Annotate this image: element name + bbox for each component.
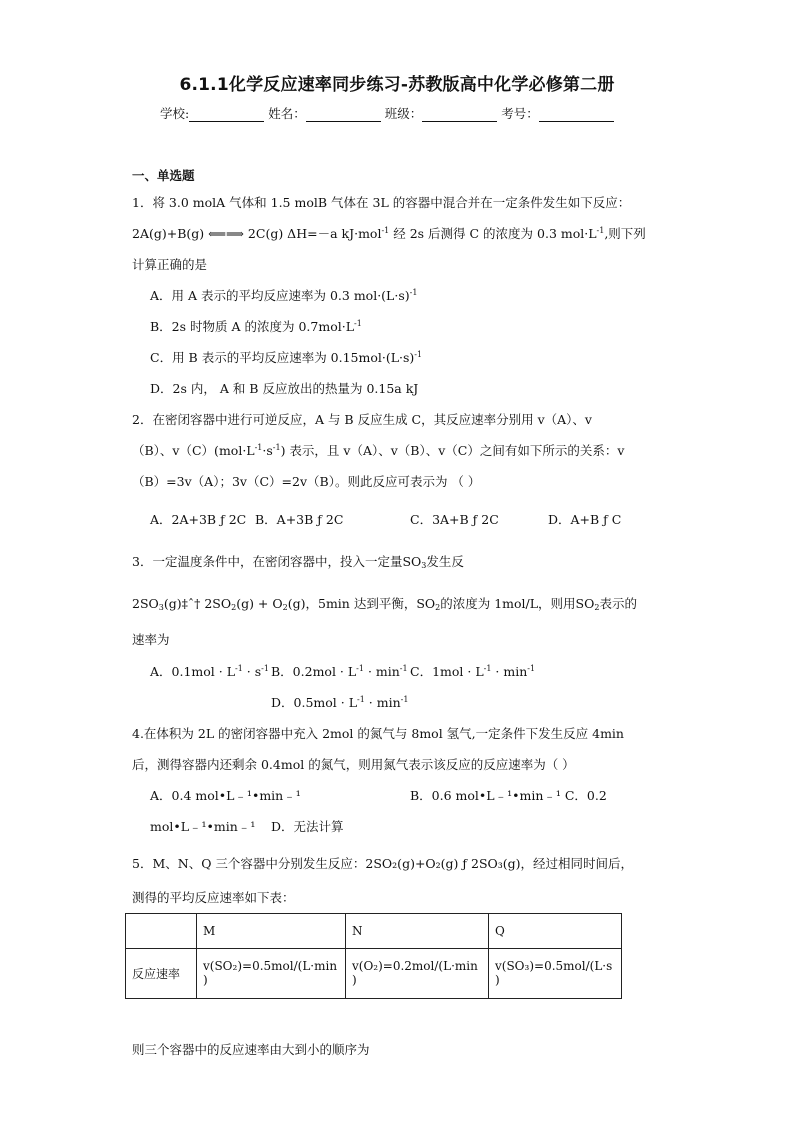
table-cell-q: v(SO₃)=0.5mol/(L·s ) [489,949,622,999]
q3-option-c[interactable]: C．$1mol \cdot L^{-1} \cdot \min^{-1}$ [410,664,536,679]
q1-option-b[interactable]: B．2s 时物质 A 的浓度为 $0.7mol\cdot L^{-1}$ [150,319,362,334]
student-info-line [160,104,614,122]
table-row [126,949,622,999]
section-heading: 一、单选题 [132,168,195,183]
q3-option-d[interactable]: D．$0.5mol \cdot L^{-1} \cdot \min^{-1}$ [271,695,409,710]
q1-option-d[interactable]: D．2s 内， A 和 B 反应放出的热量为 0.15a kJ [150,381,419,396]
q3-option-a[interactable]: A．$0.1mol \cdot L^{-1} \cdot s^{-1}$ [150,664,269,679]
table-header-cell: N [346,914,489,949]
school-blank[interactable] [189,107,264,122]
q2-option-d[interactable]: D．A+B ƒ C [548,512,622,527]
name-blank[interactable] [306,107,381,122]
q2-stem-line3: （B）=3v（A）；3v（C）=2v（B）。则此反应可表示为 （ ） [132,474,481,489]
table-row-label: 反应速率 [126,949,197,999]
q3-option-b[interactable]: B．$0.2mol \cdot L^{-1} \cdot \min^{-1}$ [271,664,408,679]
document-title: 6.1.1化学反应速率同步练习-苏教版高中化学必修第二册 [179,75,615,95]
class-label: 班级： [384,106,423,121]
table-header-cell [126,914,197,949]
exam-number-label: 考号： [501,106,539,121]
table-header-row [126,914,622,949]
name-label: 姓名： [268,106,306,121]
q2-option-a[interactable]: A．2A+3B ƒ 2C [150,512,247,527]
q1-option-c[interactable]: C．用 B 表示的平均反应速率为 $0.15mol\cdot(L\cdot s)^{-1}$ [150,350,423,365]
table-cell-n: v(O₂)=0.2mol/(L·min ) [346,949,489,999]
q3-stem-line2: $2SO_3(g)\ddagger ˆ\dagger$ $2SO_2(g) + O_2(g)$，5min 达到平衡，$SO_2$的浓度为 1mol/L，则用$SO_2$表示的 [132,596,637,612]
q4-stem-line2: 后，测得容器内还剩余 0.4mol 的氮气，则用氮气表示该反应的反应速率为（ ） [132,757,575,772]
q2-option-c[interactable]: C．3A+B ƒ 2C [410,512,499,527]
table-header-cell: M [197,914,346,949]
q4-option-a[interactable]: A．0.4 mol•L﹣¹•min﹣¹ [150,788,301,803]
rate-table [125,913,622,999]
q2-stem-line2: （B）、$v(C)(mol\cdot L^{-1}\cdot s^{-1})$ 表示，且 v（A）、v（B）、v（C）之间有如下所示的关系：v [132,443,625,458]
q4-option-b[interactable]: B．0.6 mol•L﹣¹•min﹣¹ C．0.2 [410,788,607,803]
q5-stem-line2: 测得的平均反应速率如下表： [132,890,295,905]
q4-stem-line1: 4.在体积为 2L 的密闭容器中充入 2mol 的氮气与 8mol 氢气,一定条件下发生反应 4min [132,726,624,741]
q2-option-b[interactable]: B．A+3B ƒ 2C [255,512,344,527]
table-cell-m: v(SO₂)=0.5mol/(L·min ) [197,949,346,999]
q3-stem-line3: 速率为 [132,632,170,647]
q5-stem-line3: 则三个容器中的反应速率由大到小的顺序为 [132,1042,370,1057]
class-blank[interactable] [422,107,497,122]
q1-stem-line1: 1．将 3.0 molA 气体和 1.5 molB 气体在 3L 的容器中混合并在一定条件发生如下反应： [132,195,631,210]
table-header-cell: Q [489,914,622,949]
q1-stem-line2: 2A(g)+B(g) ⟸⟹ 2C(g) ΔH=－a kJ·mol$^{-1}$ 经 2s 后测得 C 的浓度为 0.3 $mol\cdot L^{-1}$,则下列 [132,226,646,241]
q5-stem-line1: 5．M、N、Q 三个容器中分别发生反应：2SO₂(g)+O₂(g) ƒ 2SO₃(g)，经过相同时间后， [132,856,634,871]
q1-option-a[interactable]: A．用 A 表示的平均反应速率为 0.3 $mol\cdot(L\cdot s)^{-1}$ [150,288,418,303]
q4-option-c-unit[interactable]: mol•L﹣¹•min﹣¹ [150,819,256,834]
q1-stem-line3: 计算正确的是 [132,257,208,272]
exam-number-blank[interactable] [539,107,614,122]
q3-stem-line1: 3．一定温度条件中，在密闭容器中，投入一定量$SO_3$发生反 [132,554,464,570]
q4-option-d[interactable]: D．无法计算 [271,819,344,834]
q2-stem-line1: 2．在密闭容器中进行可逆反应，A 与 B 反应生成 C，其反应速率分别用 v（A）、v [132,412,592,427]
school-label: 学校: [160,106,190,121]
